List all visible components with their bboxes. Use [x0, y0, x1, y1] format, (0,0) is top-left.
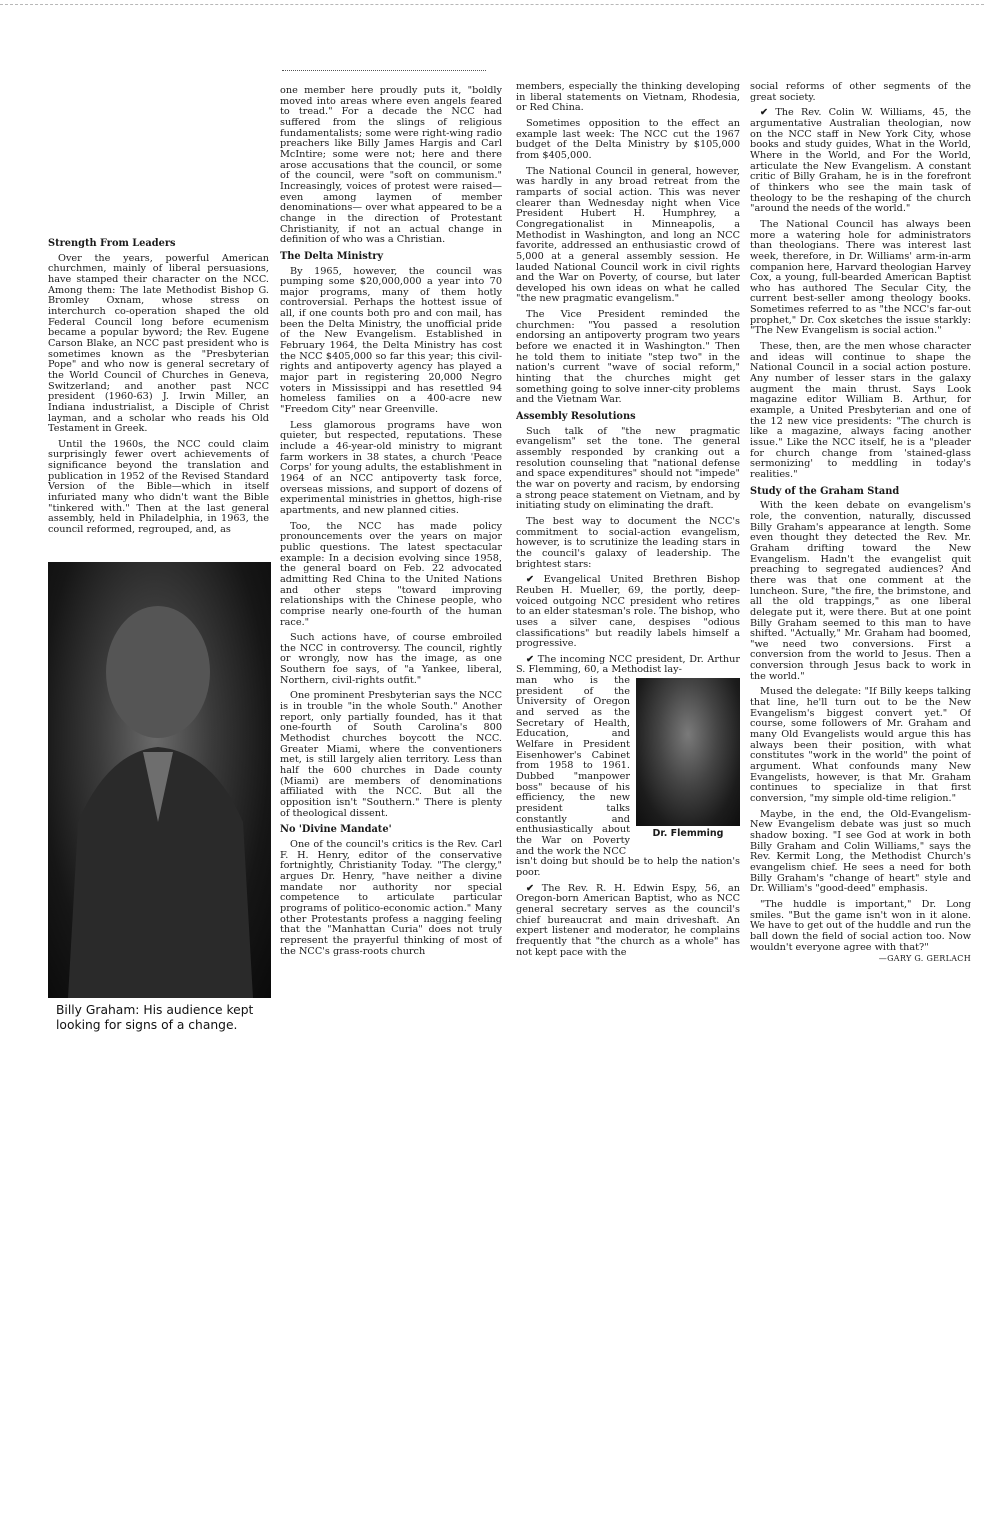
check-bullet-icon: ✔	[760, 107, 769, 119]
paragraph: Mused the delegate: "If Billy keeps talking that line, he'll turn out to be the New Evangelism's biggest convert yet." Of course, some followers of Mr. Graham and many Old Evangelists would argue this has always been their position, with what constitutes "work in the world" the point of argument. What confounds many New Evangelists, however, is that Mr. Graham continues to specialize in that first conversion, "my simple old-time religion."	[750, 686, 971, 804]
flemming-photo	[636, 678, 740, 826]
flemming-photo-caption: Dr. Flemming	[652, 828, 724, 840]
billy-graham-photo	[48, 562, 271, 998]
paragraph: The Vice President reminded the churchmen: "You passed a resolution endorsing an antipoverty program two years before we enacted it in Washington." Then he told them to initiate "step two" in the nation's current "wave of social reform," hinting that the churches might get something going to solve inner-city problems and the Vietnam War.	[516, 309, 740, 406]
check-bullet-icon: ✔	[526, 653, 535, 665]
portrait-silhouette	[48, 562, 271, 998]
column-top-rule	[282, 70, 486, 71]
paragraph: Until the 1960s, the NCC could claim surprisingly fewer overt achievements of significance beyond the translation and publication in 1952 of the Revised Standard Version of the Bible—which in itself infuriated many who didn't want the Bible "tinkered with." Then at the last general assembly, held in Philadelphia, in 1963, the council reformed, regrouped, and, as	[48, 438, 269, 536]
page-top-edge	[0, 4, 984, 5]
section-heading-strength-from-leaders: Strength From Leaders	[48, 238, 176, 249]
paragraph: The National Council has always been more a watering hole for administrators than theologians. There was interest last week, therefore, in Dr. Williams' arm-in-arm companion here, Harvard theologian Harvey Cox, a young, full-bearded American Baptist who has authored The Secular City, the current best-seller among theology books. Sometimes referred to as "the NCC's far-out prophet," Dr. Cox sketches the issue starkly: "The New Evangelism is social action."	[750, 218, 971, 337]
paragraph: Maybe, in the end, the Old-Evangelism-New Evangelism debate was just so much shadow boxing. "I see God at work in both Billy Graham and Colin Williams," says the Rev. Kermit Long, the Methodist Church's evangelism chief. He sees a need for both Billy Graham's "change of heart" style and Dr. William's "good-deed" emphasis.	[750, 808, 971, 895]
section-heading-graham-stand: Study of the Graham Stand	[750, 485, 900, 497]
flemming-inset-figure	[636, 678, 740, 840]
paragraph: These, then, are the men whose character and ideas will continue to shape the National Council in a social action posture. Any number of lesser stars in the galaxy augment the main thrust. Says Look magazine editor William B. Arthur, for example, a United Presbyterian and one of the 12 new vice presidents: "The church is like a magazine, always facing another issue." Like the NCC itself, he is a "pleader for church change from 'stained-glass sermonizing' to meddling in today's realities."	[750, 341, 971, 480]
section-heading-delta-ministry: The Delta Ministry	[280, 250, 384, 262]
article-column-1	[48, 233, 269, 553]
paragraph: members, especially the thinking developing in liberal statements on Vietnam, Rhodesia, or Red China.	[516, 82, 740, 114]
section-heading-divine-mandate: No 'Divine Mandate'	[280, 824, 392, 836]
paragraph-bulleted	[516, 884, 740, 959]
paragraph: Over the years, powerful American churchmen, mainly of liberal persuasions, have stamped their character on the NCC. Among them: The late Methodist Bishop G. Bromley Oxnam, whose stress on interchurch co-operation shaped the old Federal Council long before ecumenism became a popular byword; the Rev. Eugene Carson Blake, an NCC past president who is sometimes known as the "Presbyterian Pope" and who now is general secretary of the World Council of Churches in Geneva, Switzerland; and another past NCC president (1960-63) J. Irwin Miller, an Indiana industrialist, a Disciple of Christ layman, and a scholar who reads his Old Testament in Greek.	[48, 252, 269, 435]
paragraph: The National Council in general, however, was hardly in any broad retreat from the ramparts of social action. This was never clearer than Wednesday night when Vice President Hubert H. Humphrey, a Congregationalist in Minneapolis, a Methodist in Washington, and long an NCC favorite, addressed an enthusiastic crowd of 5,000 at a general assembly session. He lauded National Council work in civil rights and the War on Poverty, of course, but later developed his own ideas on what he called "the new pragmatic evangelism."	[516, 165, 740, 305]
paragraph: Such actions have, of course embroiled the NCC in controversy. The council, rightly or wrongly, now has the image, as one Southern foe says, of "a Yankee, liberal, Northern, civil-rights outfit."	[280, 632, 502, 686]
paragraph: Such talk of "the new pragmatic evangelism" set the tone. The general assembly responded by cranking out a resolution counseling that "national defense and space expenditures" should not "impede" the war on poverty and racism, by endorsing a strong peace statement on Vietnam, and by initiating study on eliminating the draft.	[516, 425, 740, 512]
paragraph: Too, the NCC has made policy pronouncements over the years on major public questions. The latest spectacular example: In a decision evolving since 1958, the general board on Feb. 22 advocated admitting Red China to the United Nations and other steps "toward improving relationships with the Chinese people, who comprise nearly one-fourth of the human race."	[280, 520, 502, 628]
photo-caption: Billy Graham: His audience kept looking for signs of a change.	[56, 1003, 254, 1032]
paragraph: man who is the president of the University of Oregon and served as the Secretary of Health, Education, and Welfare in President Eisenhower's Cabinet from 1958 to 1961. Dubbed "manpower boss" because of his efficiency, the new president talks constantly and enthusiastically about the War on Poverty and the work the NCC	[516, 675, 630, 857]
paragraph: With the keen debate on evangelism's role, the convention, naturally, discussed Billy Graham's appearance at length. Some even thought they detected the Rev. Mr. Graham drifting toward the New Evangelism. Hadn't the evangelist quit preaching to segregated audiences? And there was that one comment at the luncheon. Sure, "the fire, the brimstone, and all the old trappings," as one liberal delegate put it, were there. But at one point Billy Graham seemed to this man to have shifted. "Actually," Mr. Graham had boomed, "we need two conversions. First a conversion from the world to Jesus. Then a conversion through Jesus back to work in the world."	[750, 500, 971, 682]
paragraph: Less glamorous programs have won quieter, but respected, reputations. These include a 46-year-old ministry to migrant farm workers in 38 states, a church 'Peace Corps' for young adults, the establishment in 1964 of an NCC antipoverty task force, overseas missions, and support of dozens of experimental ministries in ghettos, high-rise apartments, and new planned cities.	[280, 419, 502, 516]
paragraph: social reforms of other segments of the great society.	[750, 82, 971, 103]
bullet-text: Evangelical United Brethren Bishop Reuben H. Mueller, 69, the portly, deep-voiced outgoing NCC president who retires to an elder statesman's role. The bishop, who uses a silver cane, despises "odious classifications" but readily labels himself a progressive.	[516, 574, 740, 650]
paragraph: One of the council's critics is the Rev. Carl F. H. Henry, editor of the conservative fortnightly, Christianity Today. "The clergy," argues Dr. Henry, "have neither a divine mandate nor authority nor special competence to articulate particular programs of politico-economic action." Many other Protestants profess a nagging feeling that the "Manhattan Curia" does not truly represent the prayerful thinking of most of the NCC's grass-roots church	[280, 838, 502, 957]
article-column-2	[280, 86, 502, 1036]
paragraph: "The huddle is important," Dr. Long smiles. "But the game isn't won in it alone. We have to get out of the huddle and run the ball down the field of social action too. Now wouldn't everyone agree with that?"	[750, 898, 971, 953]
paragraph: Sometimes opposition to the effect an example last week: The NCC cut the 1967 budget of the Delta Ministry by $105,000 from $405,000.	[516, 117, 740, 161]
paragraph-bulleted	[516, 655, 740, 676]
paragraph-bulleted	[750, 108, 971, 215]
check-bullet-icon: ✔	[526, 882, 535, 894]
section-heading-assembly-resolutions: Assembly Resolutions	[516, 411, 636, 423]
paragraph: One prominent Presbyterian says the NCC is in trouble "in the whole South." Another report, only partially founded, has it that one-fourth of South Carolina's 800 Methodist churches boycott the NCC. Greater Miami, where the conventioners met, is still largely alien territory. Less than half the 600 churches in Dade county (Miami) are members of denominations affiliated with the NCC. But all the opposition isn't "Southern." There is plenty of theological dissent.	[280, 690, 502, 819]
bullet-text: The Rev. R. H. Edwin Espy, 56, an Oregon-born American Baptist, who as NCC general secretary serves as the council's chief bureaucrat and main driveshaft. An expert listener and moderator, he complains frequently that "the church as a whole" has not kept pace with the	[516, 882, 740, 958]
paragraph: By 1965, however, the council was pumping some $20,000,000 a year into 70 major programs, many of them hotly controversial. Perhaps the hottest issue of all, if one counts both pro and con mail, has been the Delta Ministry, the unofficial pride of the New Evangelism. Established in February 1964, the Delta Ministry has cost the NCC $405,000 so far this year; this civil-rights and antipoverty agency has played a major part in registering 20,000 Negro voters in Mississippi and has resettled 94 homeless families on a 400-acre new "Freedom City" near Greenville.	[280, 265, 502, 416]
check-bullet-icon: ✔	[526, 574, 535, 586]
article-column-4	[750, 82, 971, 1037]
paragraph: The best way to document the NCC's commitment to social-action evangelism, however, is to scrutinize the leading stars in the council's galaxy of leadership. The brightest stars:	[516, 515, 740, 570]
author-byline: —GARY G. GERLACH	[878, 954, 971, 964]
paragraph: one member here proudly puts it, "boldly moved into areas where even angels feared to tread." For a decade the NCC had suffered from the slings of religious fundamentalists; some were right-wing radio preachers like Billy James Hargis and Carl McIntire; some were not; here and there arose accusations that the council, or some of the council, were "soft on communism." Increasingly, voices of protest were raised—even among laymen of member denominations— over what appeared to be a change in the direction of Protestant Christianity, if not an actual change in definition of who was a Christian.	[280, 86, 502, 246]
article-column-3	[516, 82, 740, 1037]
bullet-text: The incoming NCC president, Dr. Arthur S. Flemming, 60, a Methodist lay-	[516, 653, 740, 676]
paragraph: isn't doing but should be to help the nation's poor.	[516, 856, 740, 878]
paragraph-bulleted	[516, 575, 740, 650]
bullet-text: The Rev. Colin W. Williams, 45, the argumentative Australian theologian, now on the NCC staff in New York City, whose books and study guides, What in the World, Where in the World, and For the World, articulate the New Evangelism. A constant critic of Billy Graham, he is in the forefront of thinkers who see the main task of theology to be the reshaping of the church "around the needs of the world."	[750, 107, 971, 215]
